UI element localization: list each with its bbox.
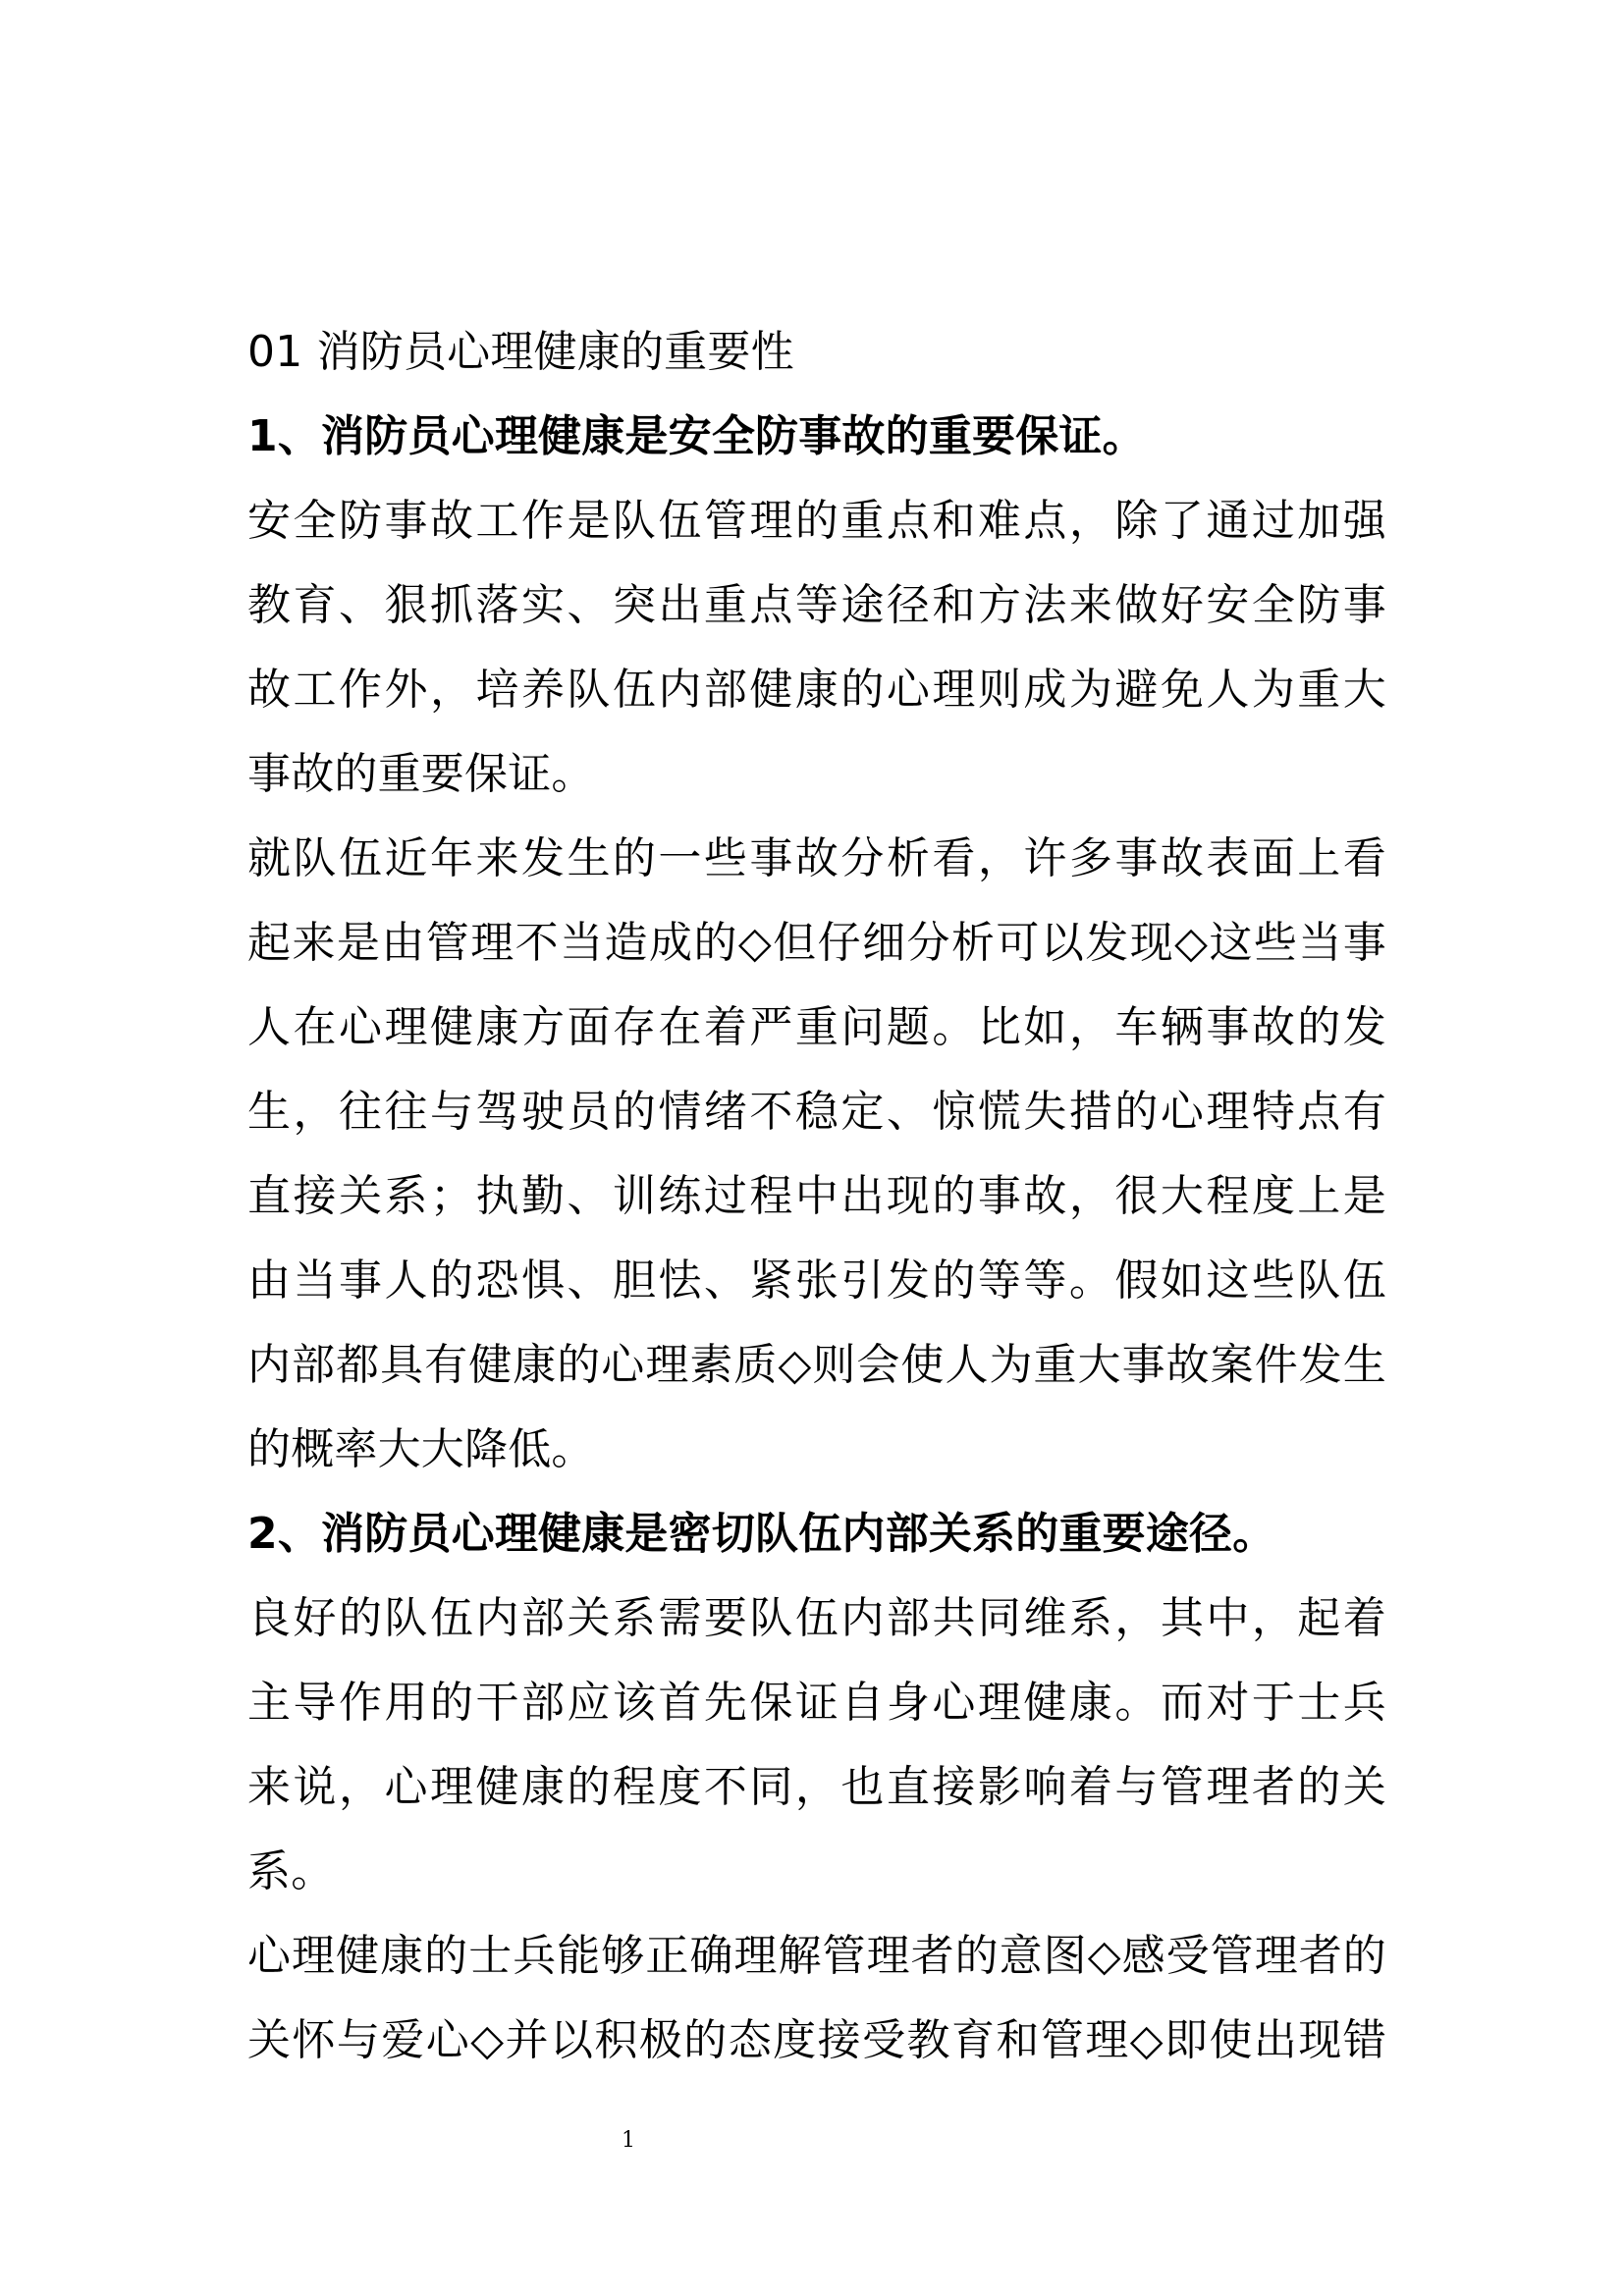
paragraph-line: 就队伍近年来发生的一些事故分析看，许多事故表面上看 <box>247 833 1386 883</box>
document-title: 01 消防员心理健康的重要性 <box>247 327 794 377</box>
paragraph-line: 人在心理健康方面存在着严重问题。比如，车辆事故的发 <box>247 1002 1386 1052</box>
paragraph-line: 良好的队伍内部关系需要队伍内部共同维系，其中，起着 <box>247 1593 1386 1643</box>
paragraph-line: 的概率大大降低。 <box>247 1424 595 1474</box>
paragraph-line: 由当事人的恐惧、胆怯、紧张引发的等等。假如这些队伍 <box>247 1255 1386 1306</box>
paragraph-line: 故工作外，培养队伍内部健康的心理则成为避免人为重大 <box>247 665 1386 715</box>
paragraph-line: 生，往往与驾驶员的情绪不稳定、惊慌失措的心理特点有 <box>247 1087 1386 1137</box>
section-1-paragraph-1 <box>247 479 1386 817</box>
paragraph-line: 安全防事故工作是队伍管理的重点和难点，除了通过加强 <box>247 496 1386 546</box>
paragraph-line: 主导作用的干部应该首先保证自身心理健康。而对于士兵 <box>247 1678 1386 1728</box>
paragraph-line: 心理健康的士兵能够正确理解管理者的意图◇感受管理者的 <box>247 1931 1386 1981</box>
paragraph-line: 直接关系；执勤、训练过程中出现的事故，很大程度上是 <box>247 1171 1386 1221</box>
section-1-heading: 1、消防员心理健康是安全防事故的重要保证。 <box>247 411 1146 461</box>
paragraph-line: 事故的重要保证。 <box>247 749 595 799</box>
paragraph-line: 系。 <box>247 1846 335 1896</box>
section-1-paragraph-2 <box>247 817 1386 1492</box>
paragraph-line: 关怀与爱心◇并以积极的态度接受教育和管理◇即使出现错 <box>247 2015 1386 2065</box>
paragraph-line: 起来是由管理不当造成的◇但仔细分析可以发现◇这些当事 <box>247 918 1386 968</box>
section-2-paragraph-2 <box>247 1914 1386 2083</box>
section-2-heading: 2、消防员心理健康是密切队伍内部关系的重要途径。 <box>247 1509 1276 1559</box>
paragraph-line: 来说，心理健康的程度不同，也直接影响着与管理者的关 <box>247 1762 1386 1812</box>
paragraph-line: 教育、狠抓落实、突出重点等途径和方法来做好安全防事 <box>247 580 1386 630</box>
paragraph-line: 内部都具有健康的心理素质◇则会使人为重大事故案件发生 <box>247 1340 1386 1390</box>
section-2-paragraph-1 <box>247 1576 1386 1914</box>
page-number: 1 <box>622 2128 635 2153</box>
document-body <box>247 310 1386 2083</box>
